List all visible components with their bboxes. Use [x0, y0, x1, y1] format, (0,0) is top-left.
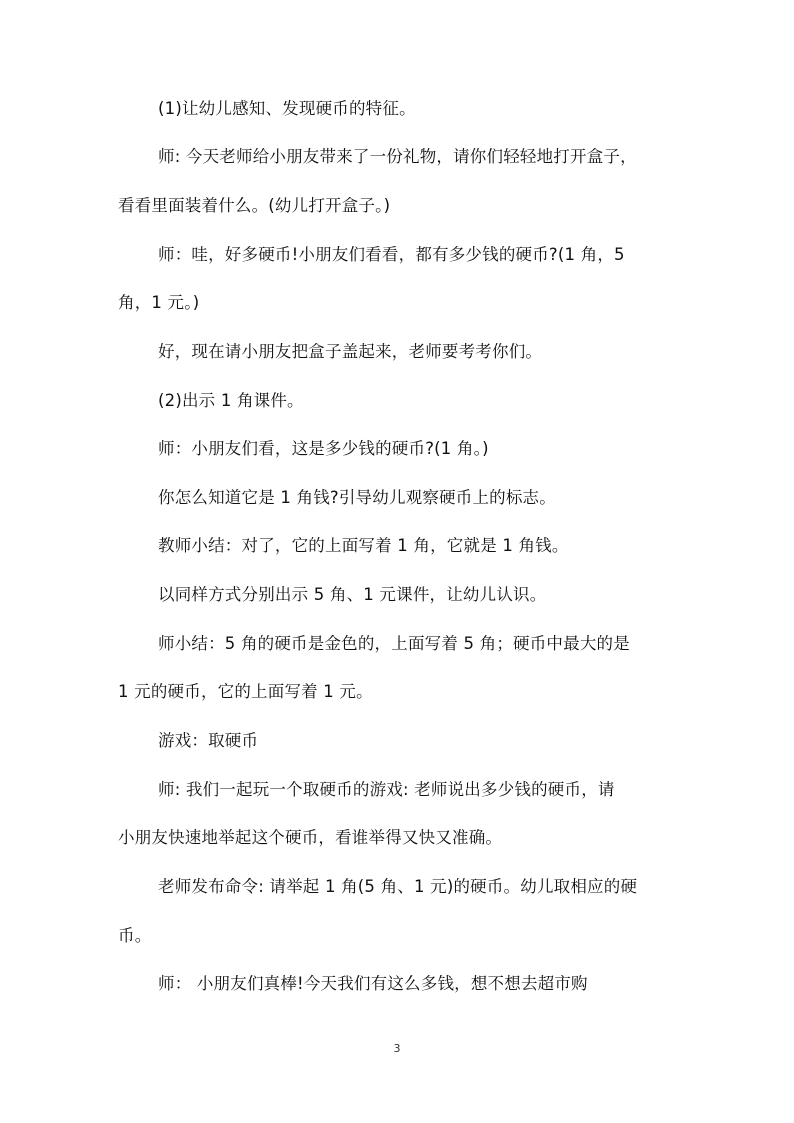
text-line-18: 币。: [118, 926, 152, 945]
text-line-15: 师: 我们一起玩一个取硬币的游戏: 老师说出多少钱的硬币，请: [158, 780, 615, 799]
text-line-1: (1)让幼儿感知、发现硬币的特征。: [158, 99, 416, 118]
text-line-17: 老师发布命令: 请举起 1 角(5 角、1 元)的硬币。幼儿取相应的硬: [158, 877, 638, 896]
text-line-13: 1 元的硬币，它的上面写着 1 元。: [118, 682, 373, 701]
text-line-10: 教师小结：对了，它的上面写着 1 角，它就是 1 角钱。: [158, 536, 569, 555]
text-line-9: 你怎么知道它是 1 角钱?引导幼儿观察硬币上的标志。: [158, 488, 556, 507]
text-line-14: 游戏：取硬币: [158, 731, 259, 750]
text-line-2: 师: 今天老师给小朋友带来了一份礼物，请你们轻轻地打开盒子，: [158, 147, 637, 166]
text-line-4: 师：哇，好多硬币!小朋友们看看，都有多少钱的硬币?(1 角，5: [158, 245, 625, 264]
text-line-12: 师小结：5 角的硬币是金色的，上面写着 5 角；硬币中最大的是: [158, 634, 630, 653]
text-line-3: 看看里面装着什么。(幼儿打开盒子。): [118, 196, 391, 215]
text-line-6: 好，现在请小朋友把盒子盖起来，老师要考考你们。: [158, 342, 543, 361]
text-line-16: 小朋友快速地举起这个硬币，看谁举得又快又准确。: [118, 828, 503, 847]
text-line-11: 以同样方式分别出示 5 角、1 元课件，让幼儿认识。: [158, 585, 547, 604]
text-line-19: 师： 小朋友们真棒!今天我们有这么多钱，想不想去超市购: [158, 974, 588, 993]
page-number: 3: [393, 1042, 401, 1055]
text-line-5: 角，1 元。): [118, 293, 200, 312]
text-line-8: 师：小朋友们看，这是多少钱的硬币?(1 角。): [158, 439, 489, 458]
text-line-7: (2)出示 1 角课件。: [158, 391, 304, 410]
